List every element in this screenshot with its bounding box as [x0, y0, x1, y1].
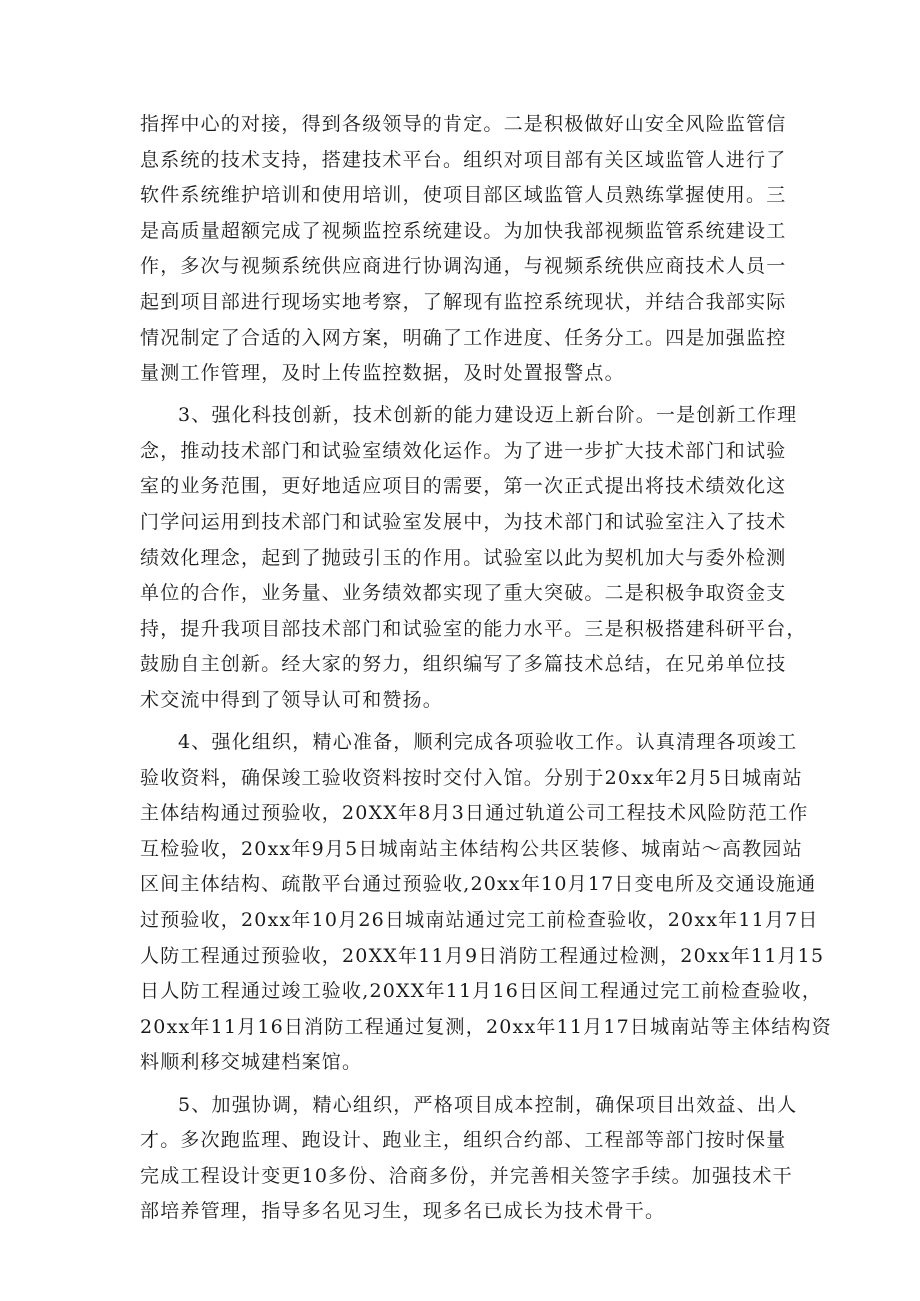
text-line: 20xx年11月16日消防工程通过复测，20xx年11月17日城南站等主体结构资 — [140, 1015, 832, 1038]
text-line: 念，推动技术部门和试验室绩效化运作。为了进一步扩大技术部门和试验 — [140, 439, 787, 462]
text-line: 3、强化科技创新，技术创新的能力建设迈上新台阶。一是创新工作理 — [178, 404, 798, 427]
text-line: 室的业务范围，更好地适应项目的需要，第一次正式提出将技术绩效化这 — [140, 475, 787, 498]
text-line: 软件系统维护培训和使用培训，使项目部区域监管人员熟练掌握使用。三 — [140, 184, 787, 207]
paragraph-tech-innovation — [140, 398, 807, 718]
text-line: 主体结构通过预验收，20XX年8月3日通过轨道公司工程技术风险防范工作 — [140, 802, 809, 825]
text-line: 部培养管理，指导多名见习生，现多名已成长为技术骨干。 — [140, 1200, 666, 1223]
text-line: 是高质量超额完成了视频监控系统建设。为加快我部视频监管系统建设工 — [140, 219, 787, 242]
text-line: 情况制定了合适的入网方案，明确了工作进度、任务分工。四是加强监控 — [140, 326, 787, 349]
text-line: 单位的合作，业务量、业务绩效都实现了重大突破。二是积极争取资金支 — [140, 582, 787, 605]
text-line: 持，提升我项目部技术部门和试验室的能力水平。三是积极搭建科研平台， — [140, 617, 807, 640]
text-line: 起到项目部进行现场实地考察，了解现有监控系统现状，并结合我部实际 — [140, 290, 787, 313]
text-line: 作，多次与视频系统供应商进行协调沟通，与视频系统供应商技术人员一 — [140, 255, 787, 278]
text-line: 息系统的技术支持，搭建技术平台。组织对项目部有关区域监管人进行了 — [140, 148, 787, 171]
text-line: 4、强化组织，精心准备，顺利完成各项验收工作。认真清理各项竣工 — [178, 731, 798, 754]
text-line: 日人防工程通过竣工验收,20XX年11月16日区间工程通过完工前检查验收， — [140, 980, 823, 1003]
text-line: 门学问运用到技术部门和试验室发展中，为技术部门和试验室注入了技术 — [140, 511, 787, 534]
text-line: 验收资料，确保竣工验收资料按时交付入馆。分别于20xx年2月5日城南站 — [140, 766, 803, 789]
text-line: 术交流中得到了领导认可和赞扬。 — [140, 689, 444, 711]
text-line: 人防工程通过预验收，20XX年11月9日消防工程通过检测，20xx年11月15 — [140, 944, 825, 967]
text-line: 鼓励自主创新。经大家的努力，组织编写了多篇技术总结，在兄弟单位技 — [140, 653, 787, 676]
paragraph-continued — [140, 107, 785, 392]
text-line: 才。多次跑监理、跑设计、跑业主，组织合约部、工程部等部门按时保量 — [140, 1129, 787, 1152]
text-line: 料顺利移交城建档案馆。 — [140, 1051, 363, 1074]
paragraph-cost-control — [140, 1088, 798, 1230]
paragraph-acceptance — [140, 725, 832, 1081]
document-body — [140, 107, 832, 1236]
text-line: 完成工程设计变更10多份、洽商多份，并完善相关签字手续。加强技术干 — [140, 1164, 793, 1187]
text-line: 量测工作管理，及时上传监控数据，及时处置报警点。 — [140, 362, 625, 385]
text-line: 绩效化理念，起到了抛豉引玉的作用。试验室以此为契机加大与委外检测 — [140, 546, 787, 569]
text-line: 互检验收，20xx年9月5日城南站主体结构公共区装修、城南站～高教园站 — [140, 837, 803, 860]
text-line: 区间主体结构、疏散平台通过预验收,20xx年10月17日变电所及交通设施通 — [140, 873, 817, 896]
text-line: 过预验收，20xx年10月26日城南站通过完工前检查验收，20xx年11月7日 — [140, 909, 819, 932]
text-line: 指挥中心的对接，得到各级领导的肯定。二是积极做好山安全风险监管信 — [140, 113, 787, 135]
text-line: 5、加强协调，精心组织，严格项目成本控制，确保项目出效益、出人 — [178, 1093, 798, 1116]
